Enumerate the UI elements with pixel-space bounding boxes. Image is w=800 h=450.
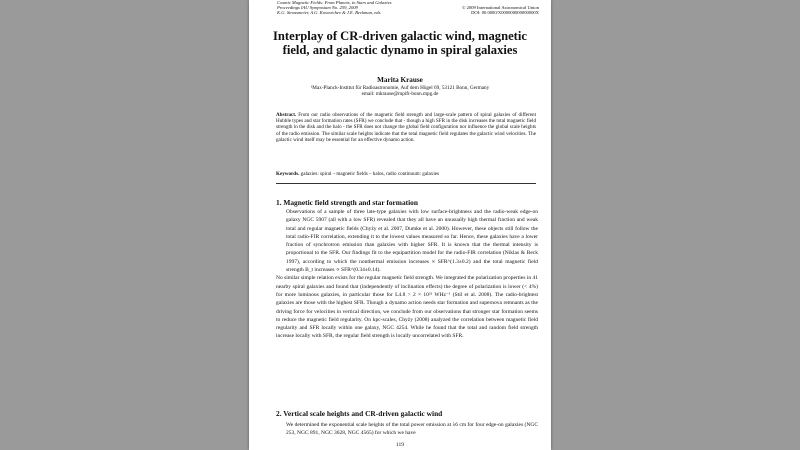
doi-line: DOI: 00.0000/X000000000000000X — [471, 10, 539, 16]
keywords-text: galaxies: spiral – magnetic fields – halos, radio continuum: galaxies — [300, 171, 439, 177]
section-1-body — [276, 208, 538, 341]
section-2-paragraph-1: We determined the exponential scale heights of the total power emission at λ6 cm for four edge-on galaxies (NGC 253, NGC 891, NGC 3628, NGC 4565) for which we have — [286, 422, 538, 437]
paper-page — [249, 0, 551, 450]
abstract-text: From our radio observations of the magnetic field strength and large-scale pattern of spiral galaxies of different Hubble types and star formation rates (SFR) we conclude that - though a high SFR in the disk increases the total magnetic field strength in the disk and the halo - the SFR does not change the global field configuration nor influence the global scale heights of the radio emission. The similar scale heights indicate that the total magnetic field regulates the galactic wind velocities. The galactic wind itself may be essential for an effective dynamo action. — [276, 112, 536, 143]
header-line-2: Proceedings IAU Symposium No. 259, 2009 — [277, 5, 358, 11]
keywords — [276, 171, 536, 177]
section-2-heading: 2. Vertical scale heights and CR-driven galactic wind — [276, 409, 443, 418]
paper-title: Interplay of CR-driven galactic wind, magnetic field, and galactic dynamo in spiral galaxies — [273, 29, 527, 57]
proceedings-header — [277, 0, 392, 16]
section-1-paragraph-2: No similar simple relation exists for the regular magnetic field strength. We integrated the polarization properties in 41 nearby spiral galaxies and found that (independently of inclination effects) the degree of polarization is lower (< 4%) for more luminous galaxies, in particular those for L4.8 > 2 × 10²¹ WHz⁻¹ (Stil et al. 2008). The radio-brightest galaxies are those with the highest SFR. Though a dynamo action needs star formation and supernova remnants as the driving force for velocities in vertical direction, we conclude from our observations that stronger star formation seems to reduce the magnetic field regularity. On kpc-scales, Chyży (2008) analyzed the correlation between magnetic field regularity and SFR locally within one galaxy, NGC 4254. While he found that the total and random field strength increase locally with SFR, the regular field strength is locally uncorrelated with SFR. — [276, 275, 538, 340]
section-1-paragraph-1: Observations of a sample of three late-type galaxies with low surface-brightness and the radio-weak edge-on galaxy NGC 5907 (all with a low SFR) revealed that they all have an unusually high thermal fraction and weak total and regular magnetic fields (Chyży et al. 2007, Dumke et al. 2000). However, these objects still follow the total radio-FIR correlation, extending it to the lowest values measured so far. Hence, these galaxies have a lower fraction of synchrotron emission than galaxies with higher SFR. It is known that the thermal intensity is proportional to the SFR. Our findings fit to the equipartition model for the radio-FIR correlation (Niklas & Beck 1997), according to which the nonthermal emission increases ∝ SFR^(1.3±0.2) and the total magnetic field strength B_t increases ∝ SFR^(0.34±0.14). — [286, 209, 538, 274]
keywords-label: Keywords. — [276, 171, 300, 177]
page-number: 119 — [395, 442, 405, 448]
affiliation: ¹Max-Planck-Institut für Radioastronomie, Auf dem Hügel 69, 53121 Bonn, Germany — [310, 85, 490, 91]
author-name: Marita Krause — [377, 76, 423, 84]
header-line-1: Cosmic Magnetic Fields: From Planets, to Stars and Galaxies — [277, 0, 392, 5]
section-1-heading: 1. Magnetic field strength and star formation — [276, 198, 418, 207]
header-line-3: K.G. Strassmeier, A.G. Kosovichev & J.E. Beckman, eds. — [277, 10, 382, 16]
copyright-line: © 2009 International Astronomical Union — [462, 5, 539, 11]
section-2-body — [276, 421, 538, 438]
copyright-header — [462, 0, 539, 16]
abstract-label: Abstract. — [276, 112, 297, 118]
abstract — [276, 112, 536, 143]
abstract-divider — [276, 183, 536, 184]
affiliation-block — [249, 85, 551, 98]
author-email: email: mkrause@mpifr-bonn.mpg.de — [361, 91, 439, 98]
